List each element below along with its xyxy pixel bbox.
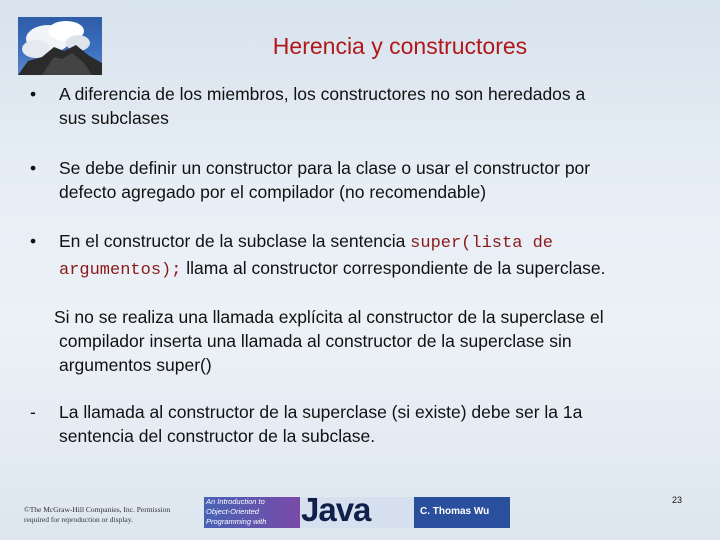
bullet-3-text-start: En el constructor de la subclase la sentencia <box>59 231 411 251</box>
copyright-line-2: required for reproduction or display. <box>24 515 133 524</box>
volcano-icon <box>18 17 102 75</box>
java-logo-text: Java <box>301 497 371 528</box>
bullet-2-line-2: defecto agregado por el compilador (no recomendable) <box>59 182 487 202</box>
bullet-2-line-1: Se debe definir un constructor para la clase o usar el constructor por <box>59 158 591 178</box>
bullet-3-text-end: llama al constructor correspondiente de la superclase. <box>181 258 606 278</box>
dash-item-line-1: La llamada al constructor de la superclase (si existe) debe ser la 1a <box>59 402 583 422</box>
bullet-2-text <box>59 156 590 204</box>
page-number: 23 <box>672 495 683 505</box>
dash-item-line-2: sentencia del constructor de la subclase. <box>59 426 376 446</box>
note-paragraph <box>54 305 714 377</box>
book-banner <box>204 497 510 528</box>
bullet-marker: • <box>30 231 37 251</box>
bullet-marker: • <box>30 158 37 178</box>
note-line-3: argumentos super() <box>59 355 212 375</box>
bullet-1-line-2: sus subclases <box>59 108 169 128</box>
book-author: C. Thomas Wu <box>420 506 490 517</box>
copyright-notice <box>24 505 199 525</box>
book-subtitle-line-3: Programming with <box>206 517 267 526</box>
bullet-marker: • <box>30 84 37 104</box>
code-super-call-part-2: argumentos); <box>59 261 182 280</box>
book-subtitle <box>204 497 302 528</box>
bullet-1-line-1: A diferencia de los miembros, los constructores no son heredados a <box>59 84 586 104</box>
slide-title: Herencia y constructores <box>272 33 528 59</box>
note-line-2: compilador inserta una llamada al constructor de la superclase sin <box>59 331 572 351</box>
dash-marker: - <box>30 402 36 422</box>
bullet-1-text <box>59 82 585 130</box>
book-subtitle-line-1: An Introduction to <box>206 497 265 506</box>
bullet-3-text <box>59 229 709 283</box>
copyright-line-1: ©The McGraw-Hill Companies, Inc. Permission <box>24 505 171 514</box>
volcano-photo-logo <box>18 17 102 75</box>
book-subtitle-line-2: Object-Oriented <box>206 507 259 516</box>
dash-item-text <box>59 400 582 448</box>
code-super-call-part-1: super(lista de <box>410 234 553 253</box>
note-line-1: Si no se realiza una llamada explícita al constructor de la superclase el <box>54 307 604 327</box>
